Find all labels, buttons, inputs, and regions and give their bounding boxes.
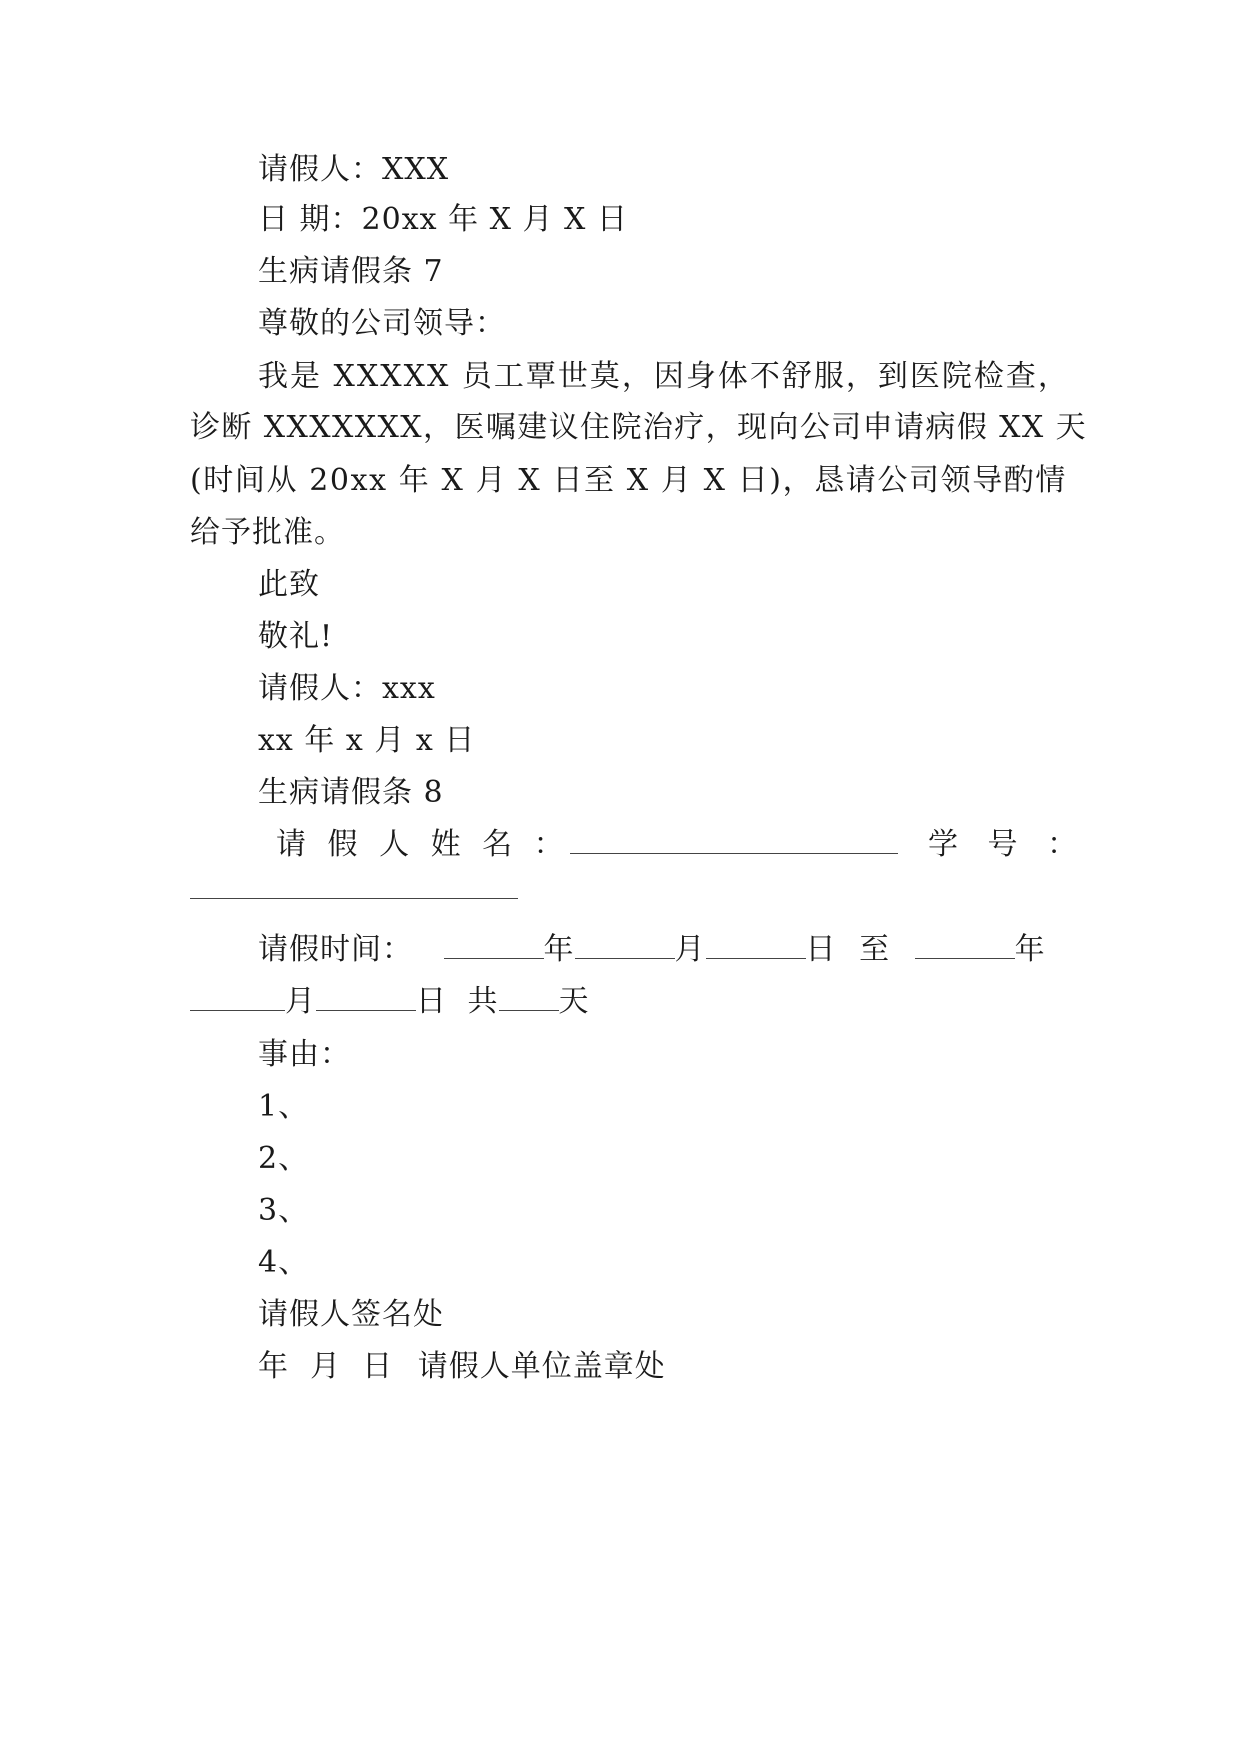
end-day-label: 日: [416, 984, 447, 1019]
end-year-blank: [915, 932, 1015, 959]
to-label: 至: [859, 932, 891, 967]
start-day-blank: [706, 932, 806, 959]
date-line: 日 期：20xx 年 X 月 X 日: [258, 202, 628, 237]
start-year-label: 年: [543, 932, 575, 967]
note8-time-label: 请假时间：: [258, 932, 413, 967]
note8-title: 生病请假条 8: [258, 775, 444, 810]
total-days-blank: [499, 984, 559, 1011]
note7-date: xx 年 x 月 x 日: [258, 723, 476, 758]
note8-name-field: [570, 825, 898, 865]
end-month-label: 月: [285, 984, 316, 1019]
note7-closing-2: 敬礼!: [258, 619, 334, 654]
start-month-label: 月: [674, 932, 706, 967]
note8-item-4: 4、: [258, 1245, 310, 1280]
note7-closing-1: 此致: [258, 567, 320, 602]
note8-reason-label: 事由：: [258, 1037, 351, 1072]
note8-item-3: 3、: [258, 1193, 310, 1228]
seal-label: 请假人单位盖章处: [417, 1349, 666, 1384]
applicant-line: 请假人：XXX: [258, 152, 450, 187]
end-year-label: 年: [1014, 932, 1046, 967]
note7-applicant: 请假人：xxx: [258, 671, 436, 706]
start-month-blank: [575, 932, 675, 959]
end-month-blank: [190, 984, 285, 1011]
note8-id-field: [190, 870, 518, 910]
note7-body-line-1: 我是 XXXXX 员工覃世莫，因身体不舒服，到医院检查，: [258, 359, 1070, 394]
end-day-blank: [316, 984, 416, 1011]
note8-time-row: [258, 930, 1046, 970]
note8-signature: 请假人签名处: [258, 1297, 444, 1332]
note7-body-line-3: (时间从 20xx 年 X 月 X 日至 X 月 X 日)，恳请公司领导酌情: [190, 463, 1068, 498]
note7-salutation: 尊敬的公司领导：: [258, 306, 506, 341]
note8-name-label: 请 假 人 姓 名 ：: [276, 827, 570, 862]
note8-item-1: 1、: [258, 1089, 310, 1124]
note8-seal-row: [258, 1347, 666, 1387]
days-unit-label: 天: [558, 984, 590, 1019]
note7-title: 生病请假条 7: [258, 254, 444, 289]
note7-body-line-2: 诊断 XXXXXXX，医嘱建议住院治疗，现向公司申请病假 XX 天: [190, 410, 1088, 445]
note8-item-2: 2、: [258, 1141, 310, 1176]
note8-time-row-2: [190, 982, 590, 1022]
note8-id-label: 学 号 ：: [928, 827, 1088, 862]
start-year-blank: [444, 932, 544, 959]
total-label: 共: [467, 984, 499, 1019]
start-day-label: 日: [805, 932, 837, 967]
id-blank: [190, 872, 518, 899]
note7-body-line-4: 给予批准。: [190, 515, 345, 550]
name-blank: [570, 827, 898, 854]
seal-date-label: 年 月 日: [258, 1349, 394, 1384]
